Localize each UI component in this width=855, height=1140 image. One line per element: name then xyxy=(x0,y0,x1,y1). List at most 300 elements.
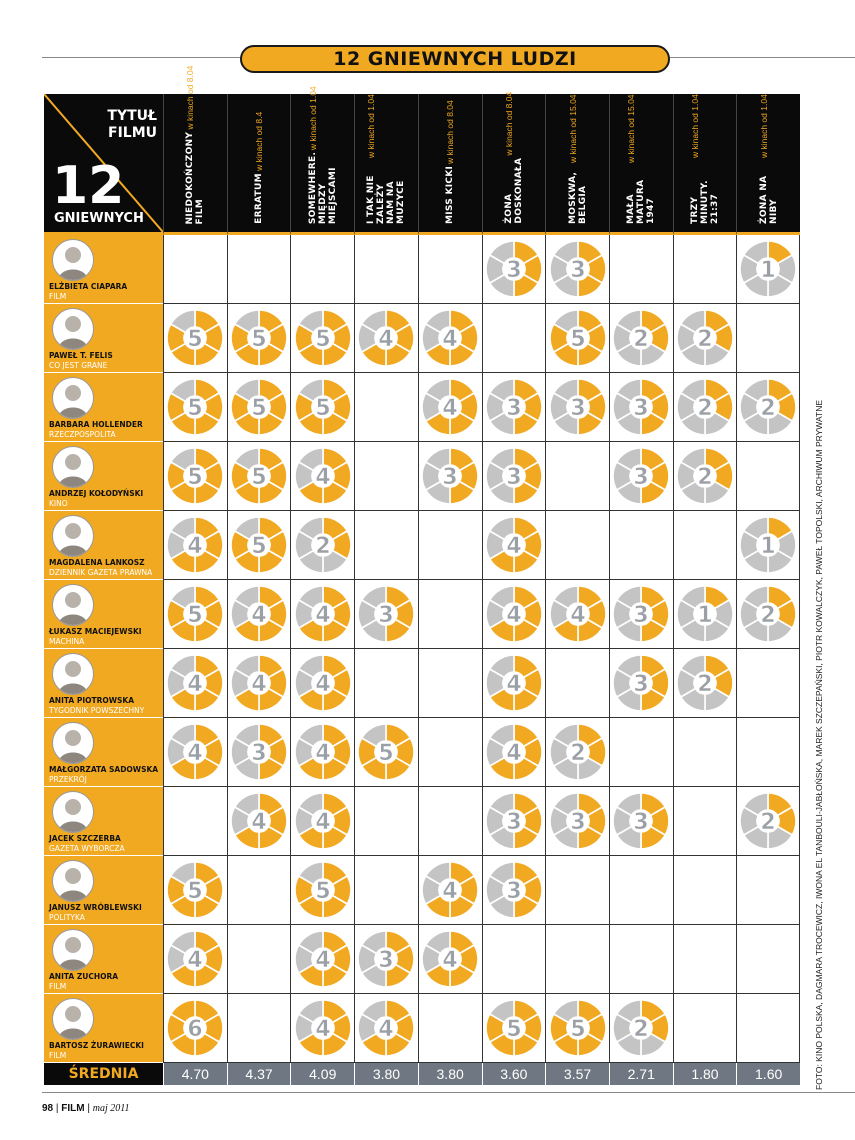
rating-value: 3 xyxy=(633,603,649,628)
rating-value: 3 xyxy=(569,810,586,835)
rating-cell xyxy=(673,994,737,1063)
critic-name: MAŁGORZATA SADOWSKA xyxy=(49,765,159,774)
rating-dial xyxy=(230,792,288,850)
rating-cell xyxy=(545,511,609,580)
rating-dial xyxy=(166,585,224,643)
rating-cell xyxy=(609,925,673,994)
rating-cell xyxy=(673,304,737,373)
film-title: ŻONA NA NIBY xyxy=(758,175,779,224)
rating-value: 5 xyxy=(251,465,267,490)
critic-outlet: GAZETA WYBORCZA xyxy=(49,844,125,853)
rating-dial xyxy=(549,309,607,367)
rating-dial xyxy=(166,516,224,574)
rating-dial xyxy=(294,516,352,574)
rating-dial xyxy=(739,585,797,643)
rating-dial xyxy=(485,999,543,1057)
rating-value: 5 xyxy=(251,396,267,421)
rating-dial xyxy=(549,723,607,781)
rating-cell xyxy=(736,580,800,649)
film-header-text xyxy=(254,112,264,224)
rating-cell xyxy=(545,373,609,442)
rating-dial xyxy=(612,792,670,850)
film-header-text xyxy=(366,94,406,224)
rating-value: 4 xyxy=(187,534,203,559)
rating-value: 5 xyxy=(569,1017,586,1042)
rating-dial xyxy=(549,792,607,850)
rating-cell xyxy=(418,511,482,580)
avatar xyxy=(52,584,94,626)
rating-cell xyxy=(418,442,482,511)
critic-name: JANUSZ WRÓBLEWSKI xyxy=(49,903,142,912)
rating-cell xyxy=(418,787,482,856)
film-release-date: w kinach od 8.4 xyxy=(254,112,265,172)
rating-cell xyxy=(227,718,291,787)
critic-name: BARBARA HOLLENDER xyxy=(49,420,143,429)
rating-value: 4 xyxy=(378,327,395,352)
rating-cell xyxy=(163,787,227,856)
rating-dial xyxy=(230,723,288,781)
rating-dial xyxy=(294,930,352,988)
rating-dial xyxy=(166,930,224,988)
avatar xyxy=(52,653,94,695)
page-title: 12 GNIEWNYCH LUDZI xyxy=(240,45,670,73)
page-footer: 98 | FILM | maj 2011 xyxy=(42,1103,130,1114)
rating-value: 2 xyxy=(569,741,586,766)
rating-value: 5 xyxy=(378,741,395,766)
avatar xyxy=(52,929,94,971)
rating-dial xyxy=(166,861,224,919)
rating-dial xyxy=(612,999,670,1057)
rating-cell xyxy=(736,442,800,511)
critic-outlet: POLITYKA xyxy=(49,913,85,922)
rating-cell xyxy=(354,442,418,511)
page-number: 98 xyxy=(42,1103,54,1114)
critic-cell xyxy=(44,994,163,1063)
film-title: MISS KICKI xyxy=(445,165,456,224)
rating-cell xyxy=(354,994,418,1063)
rating-cell xyxy=(418,649,482,718)
film-title: SOMEWHERE. MIĘDZY MIEJSCAMI xyxy=(307,151,338,224)
rating-value: 4 xyxy=(315,465,331,490)
rating-value: 4 xyxy=(442,948,458,973)
critic-outlet: MACHINA xyxy=(49,637,85,646)
rating-value: 2 xyxy=(697,327,713,352)
film-header-text xyxy=(690,94,720,224)
rating-dial xyxy=(166,999,224,1057)
average-value: 1.80 xyxy=(673,1063,737,1085)
film-title: ERRATUM xyxy=(254,173,265,224)
rating-dial xyxy=(739,516,797,574)
film-header xyxy=(673,94,737,235)
rating-dial xyxy=(357,930,415,988)
rating-cell xyxy=(482,787,546,856)
rating-value: 4 xyxy=(251,603,267,628)
rating-value: 4 xyxy=(187,741,203,766)
rating-dial xyxy=(485,447,543,505)
film-title: TRZY MINUTY. 21:37 xyxy=(689,180,720,224)
rating-cell xyxy=(545,442,609,511)
rating-cell xyxy=(418,304,482,373)
rating-cell xyxy=(227,373,291,442)
rating-cell xyxy=(482,580,546,649)
rating-dial xyxy=(294,861,352,919)
rating-value: 3 xyxy=(506,396,522,421)
average-value: 4.37 xyxy=(227,1063,291,1085)
rating-value: 3 xyxy=(251,741,267,766)
rating-dial xyxy=(612,585,670,643)
rating-dial xyxy=(166,723,224,781)
rating-cell xyxy=(673,580,737,649)
rating-cell xyxy=(673,235,737,304)
rating-dial xyxy=(549,378,607,436)
rating-value: 5 xyxy=(506,1017,522,1042)
film-release-date: w kinach od 8.04 xyxy=(185,65,196,130)
film-title: MOSKWA, BELGIA xyxy=(567,171,588,224)
rating-value: 5 xyxy=(315,396,331,421)
rating-cell xyxy=(545,787,609,856)
rating-dial xyxy=(357,999,415,1057)
rating-dial xyxy=(230,654,288,712)
rating-cell xyxy=(227,304,291,373)
critic-name: PAWEŁ T. FELIS xyxy=(49,351,113,360)
rating-cell xyxy=(290,442,354,511)
rating-cell xyxy=(609,856,673,925)
rating-value: 3 xyxy=(633,396,649,421)
rating-cell xyxy=(609,994,673,1063)
corner-number: 12 xyxy=(52,156,125,216)
rating-cell xyxy=(163,511,227,580)
critic-outlet: CO JEST GRANE xyxy=(49,361,108,370)
critic-cell xyxy=(44,787,163,856)
rating-cell xyxy=(290,580,354,649)
avatar xyxy=(52,377,94,419)
critic-cell xyxy=(44,511,163,580)
rating-cell xyxy=(609,235,673,304)
film-header-text xyxy=(185,66,205,224)
rating-value: 3 xyxy=(378,603,395,628)
rating-value: 4 xyxy=(569,603,586,628)
rating-dial xyxy=(485,654,543,712)
critic-cell xyxy=(44,304,163,373)
rating-value: 4 xyxy=(187,948,203,973)
rating-dial xyxy=(739,792,797,850)
rating-cell xyxy=(290,235,354,304)
rating-cell xyxy=(418,373,482,442)
rating-cell xyxy=(736,718,800,787)
rating-cell xyxy=(736,925,800,994)
rating-cell xyxy=(418,856,482,925)
rating-value: 2 xyxy=(633,327,649,352)
critic-name: ANDRZEJ KOŁODYŃSKI xyxy=(49,489,144,498)
film-header-text xyxy=(568,94,588,224)
rating-cell xyxy=(354,580,418,649)
film-title: I TAK NIE ZALEŻY NAM NA MUZYCE xyxy=(366,175,407,224)
rating-dial xyxy=(294,792,352,850)
rating-value: 2 xyxy=(315,534,331,559)
rating-cell xyxy=(290,994,354,1063)
rating-cell xyxy=(545,856,609,925)
rating-cell xyxy=(545,235,609,304)
film-header xyxy=(163,65,227,235)
rating-value: 4 xyxy=(315,948,331,973)
critic-outlet: TYGODNIK POWSZECHNY xyxy=(49,706,145,715)
rating-value: 1 xyxy=(760,258,776,283)
avatar xyxy=(52,308,94,350)
rating-cell xyxy=(227,235,291,304)
rating-cell xyxy=(673,925,737,994)
rating-cell xyxy=(673,511,737,580)
rating-dial xyxy=(485,378,543,436)
rating-value: 5 xyxy=(187,603,203,628)
rating-cell xyxy=(227,925,291,994)
film-release-date: w kinach od 15.04 xyxy=(626,94,637,163)
rating-dial xyxy=(485,792,543,850)
rating-cell xyxy=(545,649,609,718)
rating-cell xyxy=(354,235,418,304)
rating-cell xyxy=(482,511,546,580)
rating-cell xyxy=(354,718,418,787)
rating-cell xyxy=(227,580,291,649)
rating-cell xyxy=(418,925,482,994)
rating-cell xyxy=(545,925,609,994)
rating-value: 2 xyxy=(697,672,713,697)
critic-cell xyxy=(44,442,163,511)
rating-value: 5 xyxy=(315,879,331,904)
average-value: 3.57 xyxy=(545,1063,609,1085)
table-corner xyxy=(44,94,163,235)
rating-value: 4 xyxy=(506,534,522,559)
rating-cell xyxy=(290,787,354,856)
rating-cell xyxy=(482,304,546,373)
film-header-text xyxy=(759,94,779,224)
film-header-text xyxy=(626,94,656,224)
critic-cell xyxy=(44,649,163,718)
film-header-text xyxy=(308,86,338,224)
film-release-date: w kinach od 15.04 xyxy=(567,94,578,163)
average-value: 3.80 xyxy=(418,1063,482,1085)
rating-value: 2 xyxy=(760,810,776,835)
corner-film-label-2: FILMU xyxy=(108,125,157,141)
rating-cell xyxy=(736,304,800,373)
rating-cell xyxy=(418,718,482,787)
rating-cell xyxy=(354,649,418,718)
corner-film-label-1: TYTUŁ xyxy=(107,108,157,124)
rating-cell xyxy=(418,580,482,649)
rating-cell xyxy=(609,649,673,718)
rating-cell xyxy=(354,856,418,925)
rating-cell xyxy=(163,580,227,649)
rating-value: 4 xyxy=(315,603,331,628)
rating-value: 5 xyxy=(315,327,331,352)
rating-cell xyxy=(609,511,673,580)
rating-value: 6 xyxy=(187,1017,203,1042)
critic-cell xyxy=(44,925,163,994)
rating-value: 3 xyxy=(506,810,522,835)
rating-cell xyxy=(673,787,737,856)
rating-cell xyxy=(418,994,482,1063)
film-header-text xyxy=(504,92,524,224)
bottom-rule xyxy=(42,1092,855,1093)
rating-cell xyxy=(227,994,291,1063)
film-header xyxy=(227,94,291,235)
average-value: 2.71 xyxy=(609,1063,673,1085)
rating-cell xyxy=(290,304,354,373)
critic-outlet: FILM xyxy=(49,292,67,301)
rating-dial xyxy=(612,654,670,712)
rating-value: 4 xyxy=(442,327,458,352)
corner-film-label xyxy=(107,108,157,142)
film-title: ŻONA DOSKONAŁA xyxy=(503,158,524,224)
rating-dial xyxy=(549,999,607,1057)
rating-value: 3 xyxy=(633,810,649,835)
rating-cell xyxy=(736,856,800,925)
critic-cell xyxy=(44,856,163,925)
rating-dial xyxy=(612,309,670,367)
avatar xyxy=(52,515,94,557)
rating-value: 4 xyxy=(506,672,522,697)
rating-value: 4 xyxy=(506,603,522,628)
critic-cell xyxy=(44,718,163,787)
critic-name: JACEK SZCZERBA xyxy=(49,834,121,843)
rating-value: 4 xyxy=(315,741,331,766)
critic-name: ANITA ZUCHORA xyxy=(49,972,119,981)
film-header-text xyxy=(445,100,455,224)
rating-dial xyxy=(739,240,797,298)
film-release-date: w kinach od 1.04 xyxy=(689,94,700,158)
rating-cell xyxy=(354,787,418,856)
rating-value: 2 xyxy=(633,1017,649,1042)
average-value: 3.80 xyxy=(354,1063,418,1085)
rating-cell xyxy=(736,511,800,580)
rating-value: 4 xyxy=(442,879,458,904)
rating-dial xyxy=(294,723,352,781)
rating-cell xyxy=(736,994,800,1063)
rating-dial xyxy=(294,654,352,712)
rating-dial xyxy=(294,447,352,505)
average-value: 3.60 xyxy=(482,1063,546,1085)
rating-dial xyxy=(357,723,415,781)
rating-cell xyxy=(163,373,227,442)
film-release-date: w kinach od 1.04 xyxy=(758,94,769,158)
rating-dial xyxy=(421,309,479,367)
rating-cell xyxy=(545,304,609,373)
rating-value: 5 xyxy=(251,327,267,352)
rating-dial xyxy=(485,240,543,298)
rating-cell xyxy=(482,235,546,304)
rating-cell xyxy=(545,994,609,1063)
rating-value: 1 xyxy=(697,603,713,628)
rating-value: 3 xyxy=(633,465,649,490)
rating-cell xyxy=(227,787,291,856)
rating-dial xyxy=(676,585,734,643)
average-value: 4.70 xyxy=(163,1063,227,1085)
avatar xyxy=(52,722,94,764)
rating-dial xyxy=(166,447,224,505)
rating-dial xyxy=(549,585,607,643)
film-release-date: w kinach od 8.04 xyxy=(503,92,514,157)
rating-cell xyxy=(163,304,227,373)
rating-value: 5 xyxy=(187,327,203,352)
rating-value: 4 xyxy=(315,672,331,697)
rating-value: 3 xyxy=(569,396,586,421)
rating-cell xyxy=(482,442,546,511)
critic-name: ELŻBIETA CIAPARA xyxy=(49,282,128,291)
rating-dial xyxy=(485,861,543,919)
critic-outlet: PRZEKRÓJ xyxy=(49,775,87,784)
rating-cell xyxy=(609,373,673,442)
film-header xyxy=(609,94,673,235)
rating-cell xyxy=(163,718,227,787)
rating-cell xyxy=(482,373,546,442)
rating-dial xyxy=(166,309,224,367)
critic-outlet: FILM xyxy=(49,1051,67,1060)
rating-dial xyxy=(676,447,734,505)
photo-credit-text: FOTO: KINO POLSKA, DAGMARA TROCEWICZ, IWONA EL TANBOULI-JABŁOŃSKA, MAREK SZCZEPAŃSKI, PIOTR KOWALCZYK, PAWEŁ TOPOLSKI, ARCHIWUM PRYWATNE xyxy=(814,399,824,1090)
rating-dial xyxy=(739,378,797,436)
rating-value: 3 xyxy=(506,465,522,490)
rating-cell xyxy=(418,235,482,304)
rating-cell xyxy=(482,718,546,787)
film-title: NIEDOKOŃCZONY FILM xyxy=(185,131,206,224)
rating-value: 5 xyxy=(251,534,267,559)
rating-dial xyxy=(166,378,224,436)
average-value: 1.60 xyxy=(736,1063,800,1085)
average-value: 4.09 xyxy=(290,1063,354,1085)
rating-cell xyxy=(163,442,227,511)
corner-critics-label: GNIEWNYCH xyxy=(54,211,144,226)
rating-cell xyxy=(673,649,737,718)
rating-dial xyxy=(676,378,734,436)
rating-value: 5 xyxy=(187,879,203,904)
rating-cell xyxy=(290,925,354,994)
rating-value: 3 xyxy=(506,879,522,904)
rating-cell xyxy=(227,442,291,511)
film-header xyxy=(482,94,546,235)
critic-name: ŁUKASZ MACIEJEWSKI xyxy=(49,627,142,636)
rating-cell xyxy=(609,787,673,856)
rating-value: 5 xyxy=(569,327,586,352)
rating-dial xyxy=(357,585,415,643)
rating-cell xyxy=(673,856,737,925)
rating-dial xyxy=(230,309,288,367)
rating-cell xyxy=(163,235,227,304)
rating-cell xyxy=(609,304,673,373)
rating-cell xyxy=(290,718,354,787)
rating-dial xyxy=(230,516,288,574)
film-header xyxy=(354,94,418,235)
rating-table xyxy=(44,65,800,1089)
rating-value: 3 xyxy=(633,672,649,697)
critic-outlet: RZECZPOSPOLITA xyxy=(49,430,116,439)
rating-cell xyxy=(545,718,609,787)
rating-dial xyxy=(357,309,415,367)
rating-value: 4 xyxy=(506,741,522,766)
rating-dial xyxy=(612,378,670,436)
rating-value: 3 xyxy=(378,948,395,973)
critic-name: ANITA PIOTROWSKA xyxy=(49,696,135,705)
rating-value: 2 xyxy=(760,396,776,421)
rating-cell xyxy=(290,373,354,442)
rating-cell xyxy=(163,925,227,994)
rating-dial xyxy=(230,378,288,436)
rating-dial xyxy=(166,654,224,712)
rating-dial xyxy=(485,585,543,643)
rating-cell xyxy=(163,994,227,1063)
rating-value: 1 xyxy=(760,534,776,559)
film-release-date: w kinach od 1.04 xyxy=(307,85,318,150)
film-release-date: w kinach od 1.04 xyxy=(366,94,377,158)
rating-dial xyxy=(676,309,734,367)
